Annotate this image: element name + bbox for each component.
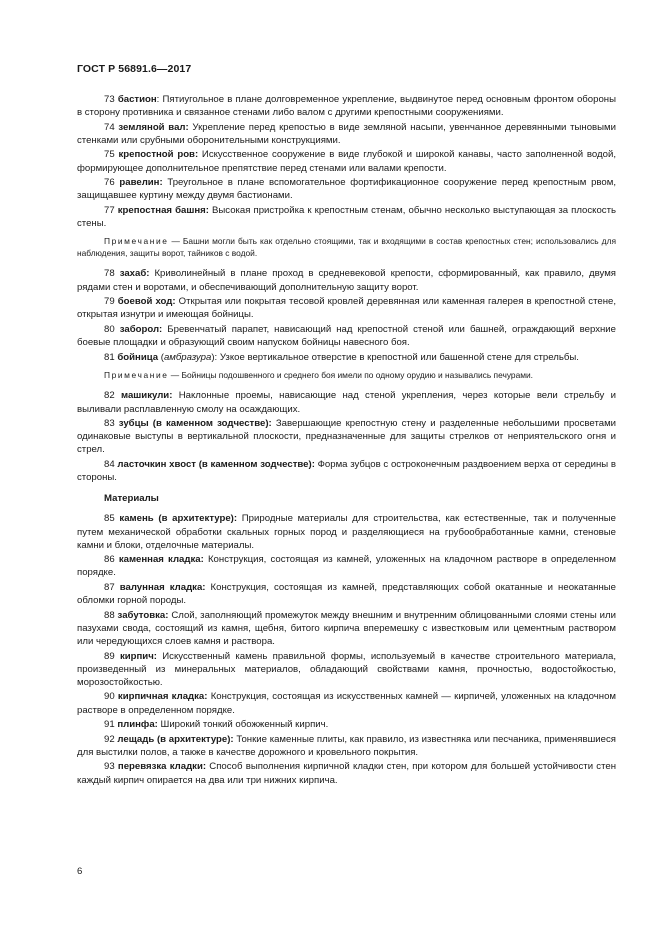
term-entry	[77, 148, 616, 174]
entries-group-fortification	[77, 93, 616, 230]
term-number: 91	[104, 719, 115, 731]
term-name: крепостная башня:	[117, 204, 209, 216]
note-label: Примечание	[104, 236, 169, 247]
term-entry	[77, 512, 616, 552]
term-number: 78	[104, 268, 115, 280]
section-heading-materials: Материалы	[104, 493, 159, 505]
term-name: бойница	[117, 351, 159, 363]
term-number: 74	[104, 121, 115, 133]
term-definition: Конструкция, состоящая из камней, представляющих собой окатанные и неокатанные обломки горной породы.	[77, 581, 617, 607]
term-name: кирпичная кладка:	[117, 691, 208, 703]
term-definition: Тонкие каменные плиты, как правило, из известняка или песчаника, применявшиеся для выстилки полов, а также в качестве дорожного и кровельного покрытия.	[77, 733, 616, 758]
term-definition: Укрепление перед крепостью в виде земляной насыпи, увенчанное деревянными тыновыми стенками или срубными оборонительными конструкциями.	[77, 121, 616, 146]
term-number: 80	[104, 323, 115, 335]
document-header: ГОСТ Р 56891.6—2017	[77, 63, 192, 75]
term-name: зубцы (в каменном зодчестве):	[118, 418, 272, 430]
term-name: камень (в архитектуре):	[119, 513, 238, 525]
term-name: лещадь (в архитектуре):	[117, 733, 234, 745]
term-name: крепостной ров:	[118, 149, 199, 161]
term-name: плинфа:	[117, 719, 158, 731]
term-definition: Бревенчатый парапет, нависающий над крепостной стеной или башней, ограждающий верхние боевые площадки и образующий своим напуском бойницы навесного боя.	[77, 323, 616, 349]
term-definition: : Пятиугольное в плане долговременное укрепление, выдвинутое перед основным фронтом обороны в сторону противника и связанное стенами либо валом с другими крепостными сооружениями.	[77, 94, 616, 119]
term-entry: 81 бойница (амбразура): Узкое вертикальное отверстие в крепостной или башенной стене для стрельбы.	[104, 351, 579, 363]
term-entry	[77, 267, 616, 293]
term-number: 76	[104, 177, 115, 189]
term-definition: Широкий тонкий обожженный кирпич.	[157, 719, 329, 731]
term-number: 77	[104, 204, 115, 216]
entries-group-materials	[77, 512, 616, 786]
term-definition: Слой, заполняющий промежуток между внешним и внутренним облицованными слоями стены или пазухами свода, состоящий из камня, щебня, битого кирпича вперемешку с известковым или цементным раствором или чередующихся слоев камня и раствора.	[77, 609, 616, 648]
term-definition: Наклонные проемы, нависающие над стеной укрепления, через которые вели стрельбу и выливали расплавленную смолу на осаждающих.	[77, 390, 616, 415]
term-number: 89	[104, 650, 115, 662]
term-number: 79	[104, 296, 115, 308]
term-number: 81	[104, 351, 115, 363]
term-definition: Треугольное в плане вспомогательное фортификационное сооружение перед крепостным рвом, защищавшее куртину между двумя бастионами.	[77, 177, 616, 202]
term-name: каменная кладка:	[118, 554, 204, 566]
term-name: захаб:	[119, 268, 150, 280]
term-entry	[77, 609, 616, 649]
term-definition: : Узкое вертикальное отверстие в крепостной или башенной стене для стрельбы.	[214, 351, 579, 363]
term-number: 83	[104, 418, 115, 430]
term-definition: Конструкция, состоящая из камней, уложенных на кладочном растворе в определенном порядке.	[77, 554, 616, 579]
note-label: Примечание	[104, 369, 169, 380]
term-number: 82	[104, 390, 115, 402]
term-entry	[77, 417, 616, 457]
term-name: забутовка:	[117, 609, 169, 621]
term-number: 90	[104, 691, 115, 703]
term-name: кирпич:	[119, 650, 157, 662]
term-definition: Искусственный камень правильной формы, используемый в качестве строительного материала, произведенный из минеральных материалов, обладающий свойствами камня, прочностью, водостойкостью, морозостойкостью.	[77, 650, 616, 688]
term-alternate: амбразура	[163, 351, 212, 363]
term-number: 75	[104, 149, 115, 161]
term-entry	[77, 458, 616, 484]
term-name: боевой ход:	[117, 296, 176, 308]
term-name: бастион	[117, 94, 157, 105]
term-definition: Искусственное сооружение в виде глубокой и широкой канавы, часто заполненной водой, формирующее дополнительное препятствие перед стенами или валами крепости.	[77, 149, 617, 174]
term-definition: Открытая или покрытая тесовой кровлей деревянная или каменная галерея в крепостной стене, открытая изнутри и имеющая бойницы.	[77, 296, 617, 321]
term-name: равелин:	[119, 177, 163, 189]
term-entry	[77, 323, 616, 349]
term-entry	[77, 718, 616, 731]
term-entry	[77, 650, 616, 690]
document-body	[77, 93, 616, 788]
term-number: 92	[104, 733, 115, 745]
term-number: 73	[104, 94, 115, 105]
term-name: машикули:	[121, 390, 173, 402]
note-embrasures	[77, 370, 616, 382]
term-entry	[77, 176, 616, 202]
term-name: валунная кладка:	[119, 581, 206, 593]
term-number: 85	[104, 513, 115, 525]
note-text: — Башни могли быть как отдельно стоящими, так и входящими в состав крепостных стен; использовались для наблюдения, защиты ворот, тайников с водой.	[77, 236, 616, 258]
term-number: 86	[104, 554, 115, 566]
term-number: 88	[104, 609, 115, 621]
term-definition: Криволинейный в плане проход в средневековой крепости, сформированный, как правило, двумя рядами стен и воротами, и обеспечивающий дополнительную защиту ворот.	[77, 268, 617, 293]
note-towers	[77, 236, 616, 259]
page-number: 6	[77, 866, 83, 877]
term-entry	[77, 121, 616, 147]
term-entry	[77, 93, 616, 119]
term-definition: Завершающие крепостную стену и разделенные небольшими просветами одинаковые выступы в вертикальной плоскости, предназначенные для защиты стрелков от неприятельского огня и стрел.	[77, 418, 617, 456]
term-entry	[77, 760, 616, 786]
entries-group-battlements	[77, 389, 616, 484]
term-definition: Природные материалы для строительства, как естественные, так и полученные путем механической обработки скальных горных пород и разделяющиеся на грубообработанные камни, стеновые камни и блоки, отделочные материалы.	[77, 513, 617, 551]
term-definition: Форма зубцов с остроконечным раздвоением верха от середины в стороны.	[77, 458, 616, 484]
term-name: перевязка кладки:	[117, 761, 207, 773]
term-number: 84	[104, 458, 115, 470]
term-number: 87	[104, 581, 115, 593]
term-entry	[77, 389, 616, 415]
term-entry	[77, 553, 616, 579]
term-definition: Высокая пристройка к крепостным стенам, обычно несколько выступающая за плоскость стены.	[77, 204, 616, 230]
term-entry	[77, 581, 616, 607]
term-entry	[77, 204, 616, 230]
term-definition: Конструкция, состоящая из искусственных камней — кирпичей, уложенных на кладочном растворе в определенном порядке.	[77, 691, 616, 716]
note-text: — Бойницы подошвенного и среднего боя имели по одному орудию и назывались печурами.	[168, 369, 534, 380]
term-entry	[77, 733, 616, 759]
entries-group-walls	[77, 267, 616, 363]
term-number: 93	[104, 761, 115, 773]
term-name: заборол:	[119, 323, 163, 335]
term-definition: Способ выполнения кирпичной кладки стен, при котором для большей устойчивости стен каждый кирпич опирается на два или три нижних кирпича.	[77, 761, 616, 786]
term-name: ласточкин хвост (в каменном зодчестве):	[117, 458, 315, 470]
term-entry	[77, 295, 616, 321]
term-entry	[77, 690, 616, 716]
term-name: земляной вал:	[118, 121, 189, 133]
